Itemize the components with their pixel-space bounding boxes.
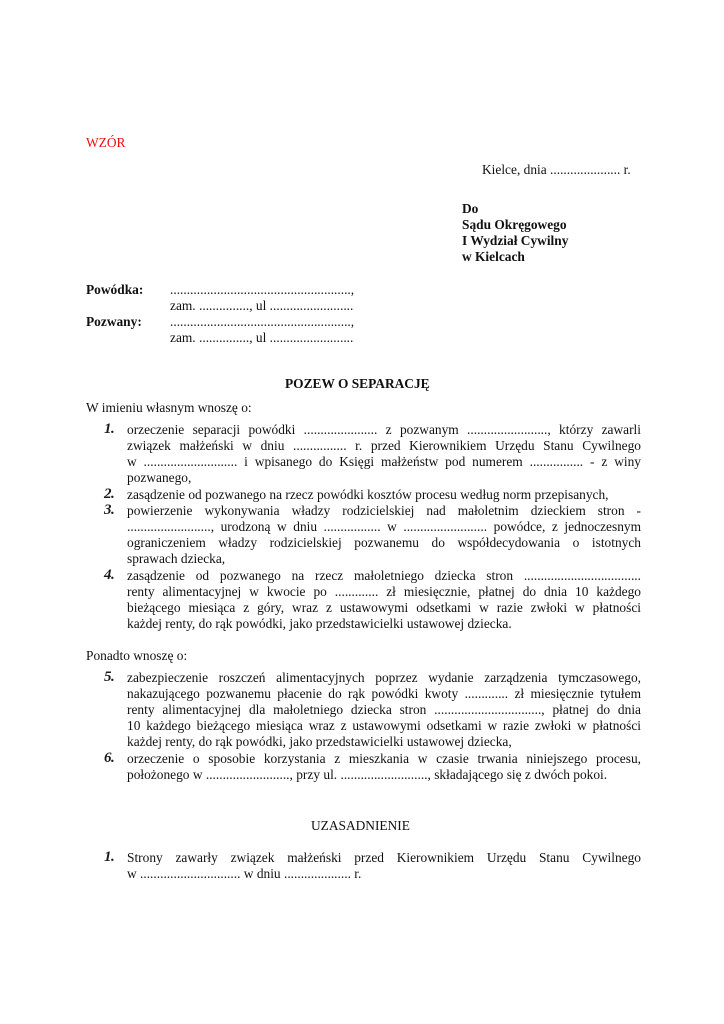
list-number: 5.: [104, 669, 115, 685]
list-item-line: zasądzenie od pozwanego na rzecz powódki kosztów procesu według norm przepisanych,: [127, 487, 609, 502]
list-item-line: położonego w ........................., przy ul. .........................., składającego się z dwóch pokoi.: [127, 767, 608, 782]
intro-text: W imieniu własnym wnoszę o:: [86, 400, 252, 415]
plaintiff-label: Powódka:: [86, 282, 144, 297]
defendant-address: zam. ..............., ul .........................: [170, 330, 354, 345]
list-item-line: sprawach dziecka,: [127, 551, 226, 566]
defendant-label: Pozwany:: [86, 314, 142, 329]
list-number: 4.: [104, 567, 115, 583]
list-item-line: zasądzenie od pozwanego na rzecz małoletniego dziecka stron ...................................: [127, 568, 641, 583]
list-number: 1.: [104, 421, 115, 437]
defendant-name: ......................................................,: [170, 314, 355, 329]
list-number: 1.: [104, 849, 115, 865]
list-item-line: zabezpieczenie roszczeń alimentacyjnych poprzez wydanie zarządzenia tymczasowego,: [127, 670, 641, 685]
list-item-line: ograniczeniem władzy rodzicielskiej pozwanemu do współdecydowania o istotnych: [127, 535, 641, 550]
moreover-text: Ponadto wnoszę o:: [86, 648, 188, 663]
list-item-line: orzeczenie o sposobie korzystania z mieszkania w czasie trwania niniejszego procesu,: [127, 751, 641, 766]
addressee-line: Sądu Okręgowego: [462, 217, 567, 232]
addressee-line: I Wydział Cywilny: [462, 233, 569, 248]
list-item-line: orzeczenie separacji powódki ...................... z pozwanym ........................, którzy zawarli: [127, 422, 641, 437]
plaintiff-name: ......................................................,: [170, 282, 355, 297]
list-item-line: powierzenie wykonywania władzy rodzicielskiej nad małoletnim dzieckiem stron -: [127, 503, 641, 518]
list-item-line: w ............................ i wpisanego do Księgi małżeństw pod numerem ................ - z winy: [127, 454, 641, 469]
list-item-line: 10 każdego bieżącego miesiąca wraz z ustawowymi odsetkami w razie zwłoki w płatności: [127, 718, 641, 733]
place-date: Kielce, dnia ..................... r.: [482, 162, 631, 177]
addressee-line: w Kielcach: [462, 249, 525, 264]
justification-title: UZASADNIENIE: [311, 818, 410, 833]
list-item-line: każdej renty, do rąk powódki, jako przedstawicielki ustawowej dziecka,: [127, 734, 512, 749]
template-mark: WZÓR: [86, 135, 126, 150]
list-item-line: pozwanego,: [127, 470, 192, 485]
list-number: 3.: [104, 502, 115, 518]
list-item-line: każdej renty, do rąk powódki, jako przedstawicielki ustawowej dziecka.: [127, 616, 512, 631]
list-item-line: związek małżeński w dniu ................ r. przed Kierownikiem Urzędu Stanu Cywilnego: [127, 438, 641, 453]
list-item-line: bieżącego miesiąca z góry, wraz z ustawowymi odsetkami w razie zwłoki w płatności: [127, 600, 641, 615]
list-item-line: Strony zawarły związek małżeński przed Kierownikiem Urzędu Stanu Cywilnego: [127, 850, 641, 865]
plaintiff-address: zam. ..............., ul .........................: [170, 298, 354, 313]
list-item-line: ........................., urodzoną w dniu ................. w ......................... powódce, z jednoczesnym: [127, 519, 641, 534]
list-item-line: nakazującego pozwanemu płacenie do rąk powódki kwoty ............. zł miesięcznie tytułem: [127, 686, 641, 701]
addressee-line: Do: [462, 201, 479, 216]
list-item-line: w .............................. w dniu .................... r.: [127, 866, 362, 881]
list-number: 6.: [104, 750, 115, 766]
list-item-line: renty alimentacyjnej w kwocie po ............. zł miesięcznie, płatnej do dnia 10 każdego: [127, 584, 641, 599]
list-item-line: renty alimentacyjnej dla małoletniego dziecka stron ................................, płatnej do dnia: [127, 702, 641, 717]
list-number: 2.: [104, 486, 115, 502]
document-title: POZEW O SEPARACJĘ: [285, 376, 430, 391]
